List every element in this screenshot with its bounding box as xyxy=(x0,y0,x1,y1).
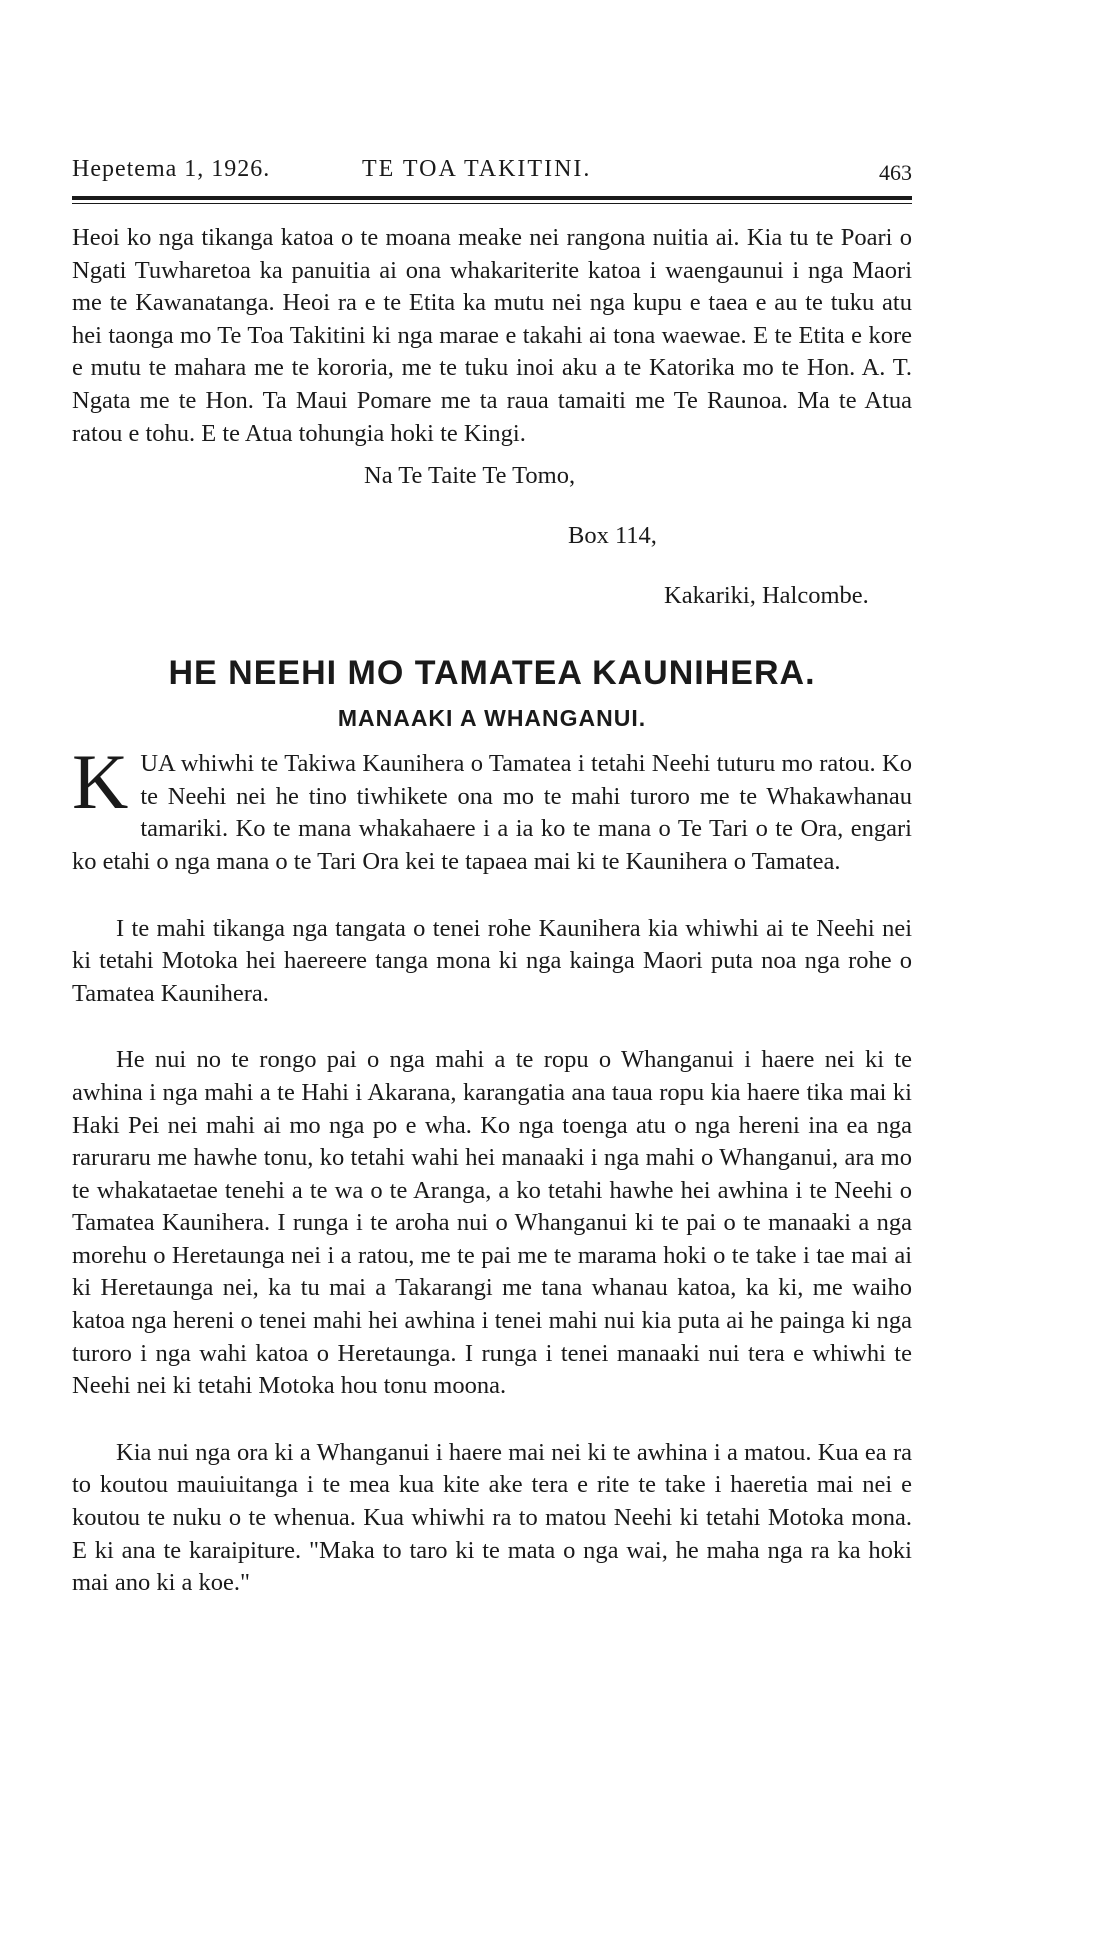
article-paragraph-4: Kia nui nga ora ki a Whanganui i haere mai nei ki te awhina i a matou. Kua ea ra to koutou mauiuitanga i te mea kua kite ake tera e rite te take i haeretia mai nei e koutou te nuku o te whenua. Kua whiwhi ra to matou Neehi ki tetahi Motoka mona. E ki ana te karaipiture. "Maka to taro ki te mata o nga wai, he maha nga ra ka hoki mai ano ki a koe." xyxy=(72,1438,912,1597)
article-paragraph-1 xyxy=(72,738,912,878)
header-title: TE TOA TAKITINI. xyxy=(362,156,592,182)
signature-place: Kakariki, Halcombe. xyxy=(664,582,869,610)
article-paragraph-3: He nui no te rongo pai o nga mahi a te ropu o Whanganui i haere nei ki te awhina i nga mahi a te Hahi i Akarana, karangatia ana taua ropu kia haere tika mai ki Haki Pei nei mahi ai mo nga po e wha. Ko nga toenga atu o nga hereni ina ea nga raruraru me hawhe tonu, ko tetahi wahi hei manaaki i nga mahi o Whanganui, ara mo te whakataetae tenehi a te wa o te Aranga, a ko tetahi hawhe hei awhina i te Neehi o Tamatea Kaunihera. I runga i te aroha nui o Whanganui ki te pai o te manaaki a nga morehu o Heretaunga nei i a ratou, me te pai me te marama hoki o te take i tae mai ai ki Heretaunga nei, ka tu mai a Takarangi me tana whanau katoa, ka ki, me waiho katoa nga hereni o tenei mahi hei awhina i tenei mahi nui kia puta ai he painga ki nga turoro i nga wahi katoa o Heretaunga. I runga i tenei manaaki nui tera e whiwhi te Neehi nei ki tetahi Motoka hou tonu moona. xyxy=(72,1046,912,1400)
signature-name: Na Te Taite Te Tomo, xyxy=(364,462,576,490)
article-paragraph-1-text: UA whiwhi te Takiwa Kaunihera o Tamatea i tetahi Neehi tuturu mo ratou. Ko te Neehi nei he tino tiwhikete ona mo te mahi turoro me te Whakawhanau tamariki. Ko te mana whakahaere i a ia ko te mana o Te Tari o te Ora, engari ko etahi o nga mana o te Tari Ora kei te tapaea mai ki te Kaunihera o Tamatea. xyxy=(72,750,912,875)
page-number: 463 xyxy=(879,160,912,185)
header-rule-thin xyxy=(72,203,912,204)
header-rule-thick xyxy=(72,196,912,200)
header-date: Hepetema 1, 1926. xyxy=(72,156,271,182)
page xyxy=(72,150,912,1600)
letter-body: Heoi ko nga tikanga katoa o te moana meake nei rangona nuitia ai. Kia tu te Poari o Ngati Tuwharetoa ka panuitia ai ona whakariterite katoa i waengaunui i nga Maori me te Kawanatanga. Heoi ra e te Etita ka mutu nei nga kupu e taea e au te tuku atu hei taonga mo Te Toa Takitini ki nga marae e takahi ai tona waewae. E te Etita e kore e mutu te mahara me te kororia, me te tuku inoi aku a te Katorika mo te Hon. A. T. Ngata me te Hon. Ta Maui Pomare me ta raua tamaiti me Te Raunoa. Ma te Atua ratou e tohu. E te Atua tohungia hoki te Kingi. xyxy=(72,224,912,447)
article-headline: HE NEEHI MO TAMATEA KAUNIHERA. xyxy=(168,654,816,693)
signature-box: Box 114, xyxy=(568,522,657,550)
article-paragraph-2: I te mahi tikanga nga tangata o tenei rohe Kaunihera kia whiwhi ai te Neehi nei ki tetahi Motoka hei haereere tanga mona ki nga kainga Maori puta noa nga rohe o Tamatea Kaunihera. xyxy=(72,914,912,1007)
article-subheadline: MANAAKI A WHANGANUI. xyxy=(337,705,647,732)
drop-cap: K xyxy=(72,738,129,826)
running-header xyxy=(72,150,912,196)
